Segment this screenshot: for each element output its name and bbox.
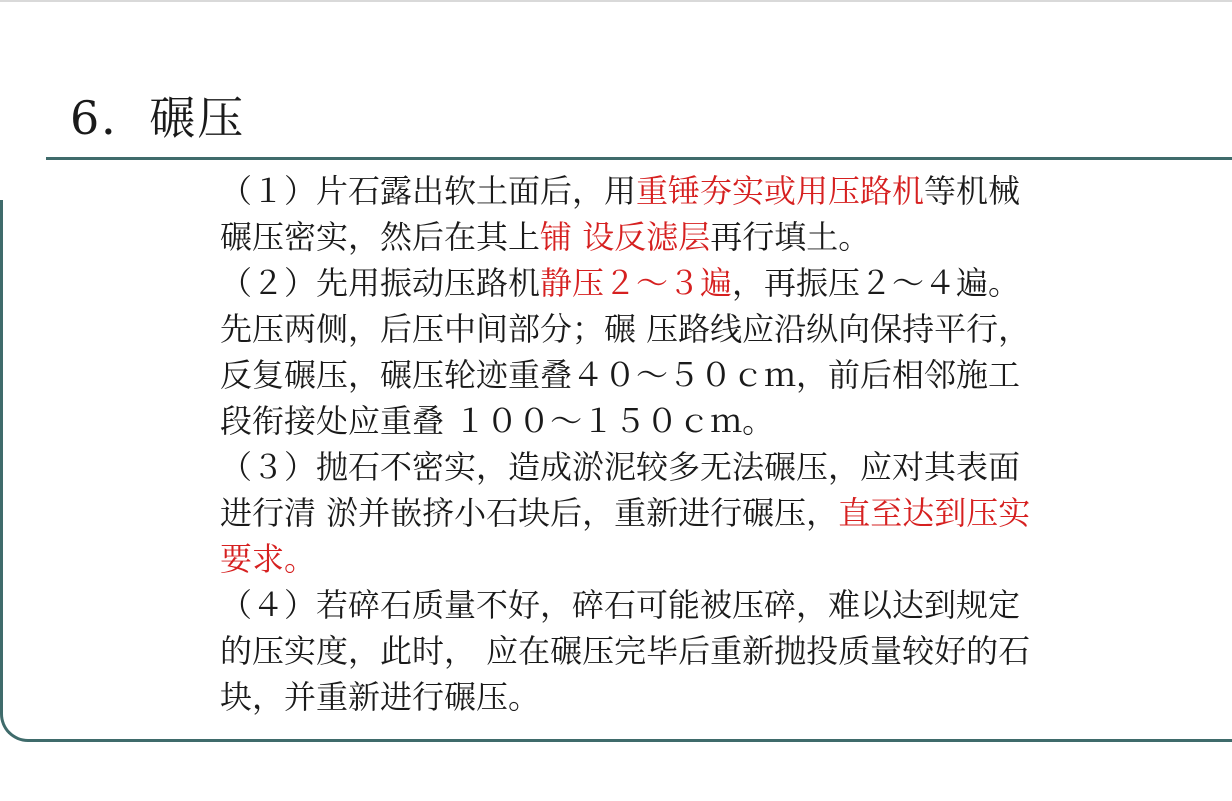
paragraph-4 — [220, 582, 1195, 720]
paragraph-line — [220, 214, 1195, 260]
text-run: 再行填土。 — [710, 218, 871, 256]
text-run: 进行清 淤并嵌挤小石块后，重新进行碾压， — [220, 494, 839, 532]
emphasis-text-run: 直至达到压实 — [838, 494, 1031, 532]
paragraph-line — [220, 582, 1195, 628]
text-run: （４）若碎石质量不好，碎石可能被压碎，难以达到规定 — [220, 586, 1021, 624]
text-run: （３）抛石不密实，造成淤泥较多无法碾压，应对其表面 — [220, 448, 1021, 486]
paragraph-line — [220, 398, 1195, 444]
text-run: （２）先用振动压路机 — [220, 264, 541, 302]
emphasis-text-run: 铺 设反滤层 — [540, 218, 711, 256]
paragraph-line — [220, 168, 1195, 214]
title-underline-rule — [46, 157, 1232, 160]
paragraph-line — [220, 628, 1195, 674]
top-divider — [0, 0, 1232, 2]
slide-body — [220, 168, 1195, 720]
text-run: 反复碾压，碾压轮迹重叠４０～５０ｃｍ，前后相邻施工 — [220, 356, 1021, 394]
text-run: 等机械 — [924, 172, 1021, 210]
emphasis-text-run: 要求。 — [220, 540, 317, 578]
text-run: 碾压密实，然后在其上 — [220, 218, 541, 256]
paragraph-line — [220, 352, 1195, 398]
paragraph-line — [220, 306, 1195, 352]
paragraph-line — [220, 444, 1195, 490]
paragraph-line — [220, 536, 1195, 582]
paragraph-2 — [220, 260, 1195, 444]
slide-title: 6．碾压 — [70, 91, 246, 145]
text-run: （１）片石露出软土面后，用 — [220, 172, 637, 210]
paragraph-line — [220, 490, 1195, 536]
text-run: ，再振压２～４遍。 — [732, 264, 1021, 302]
paragraph-3 — [220, 444, 1195, 582]
emphasis-text-run: 静压２～３遍 — [540, 264, 733, 302]
text-run: 的压实度，此时， 应在碾压完毕后重新抛投质量较好的石 — [220, 632, 1031, 670]
text-run: 先压两侧，后压中间部分；碾 压路线应沿纵向保持平行， — [220, 310, 1031, 348]
paragraph-line — [220, 674, 1195, 720]
paragraph-1 — [220, 168, 1195, 260]
emphasis-text-run: 重锤夯实或用压路机 — [636, 172, 925, 210]
text-run: 块，并重新进行碾压。 — [220, 678, 541, 716]
text-run: 段衔接处应重叠 １００～１５０ｃｍ。 — [220, 402, 775, 440]
paragraph-line — [220, 260, 1195, 306]
